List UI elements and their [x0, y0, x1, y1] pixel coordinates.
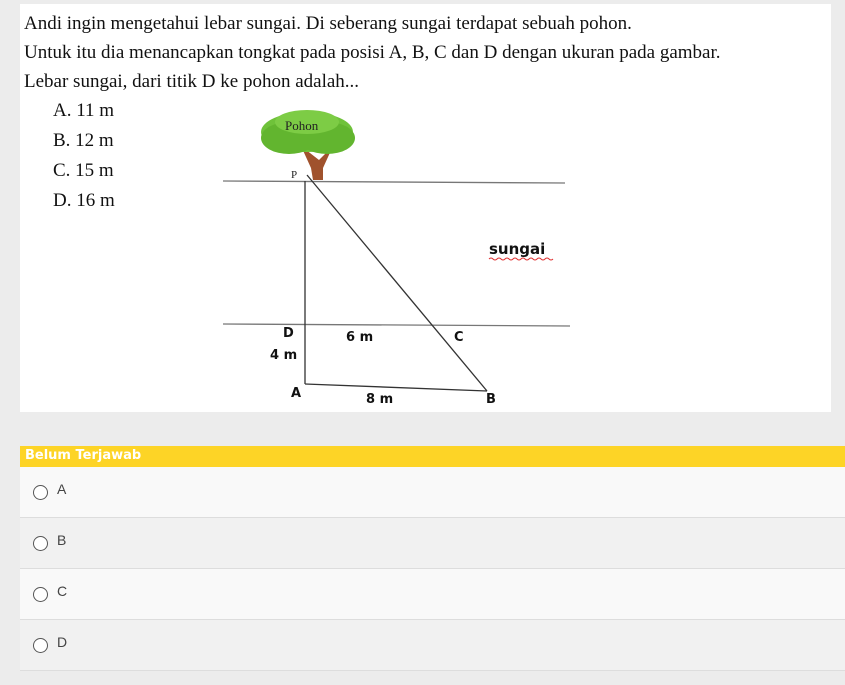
option-b-label: B — [57, 532, 67, 548]
spellcheck-underline — [489, 258, 553, 260]
answer-options-list — [20, 467, 845, 671]
question-line-1: Andi ingin mengetahui lebar sungai. Di seberang sungai terdapat sebuah pohon. — [24, 13, 632, 34]
choice-a-text: A. 11 m — [53, 100, 115, 121]
option-c[interactable] — [20, 569, 845, 620]
radio-icon[interactable] — [33, 485, 48, 500]
choice-d-text: D. 16 m — [53, 190, 115, 211]
point-a-label: A — [291, 386, 302, 401]
radio-icon[interactable] — [33, 638, 48, 653]
option-b[interactable] — [20, 518, 845, 569]
point-d-label: D — [283, 326, 294, 341]
river-label: sungai — [489, 240, 546, 258]
length-da-label: 4 m — [270, 348, 298, 363]
radio-icon[interactable] — [33, 536, 48, 551]
line-p-b — [307, 175, 487, 391]
question-text — [24, 9, 832, 96]
option-d[interactable] — [20, 620, 845, 671]
river-bank-top — [223, 181, 565, 183]
river-diagram — [215, 108, 575, 408]
question-line-2: Untuk itu dia menancapkan tongkat pada posisi A, B, C dan D dengan ukuran pada gambar. — [24, 42, 721, 63]
point-b-label: B — [486, 392, 496, 407]
option-a-label: A — [57, 481, 67, 497]
option-c-label: C — [57, 583, 68, 599]
question-line-3: Lebar sungai, dari titik D ke pohon adalah... — [24, 71, 360, 92]
choice-c-text: C. 15 m — [53, 160, 114, 181]
length-dc-label: 6 m — [346, 330, 374, 345]
option-d-label: D — [57, 634, 68, 650]
length-ab-label: 8 m — [366, 392, 394, 407]
answer-status-text: Belum Terjawab — [25, 448, 142, 463]
answer-choices-list — [53, 96, 115, 216]
river-bank-bottom — [223, 324, 570, 326]
option-a[interactable] — [20, 467, 845, 518]
tree-label: Pohon — [285, 118, 319, 133]
point-c-label: C — [454, 330, 464, 345]
point-p-label: P — [291, 169, 298, 181]
line-a-b — [305, 384, 487, 391]
radio-icon[interactable] — [33, 587, 48, 602]
choice-b-text: B. 12 m — [53, 130, 114, 151]
answer-status-bar — [20, 446, 845, 467]
